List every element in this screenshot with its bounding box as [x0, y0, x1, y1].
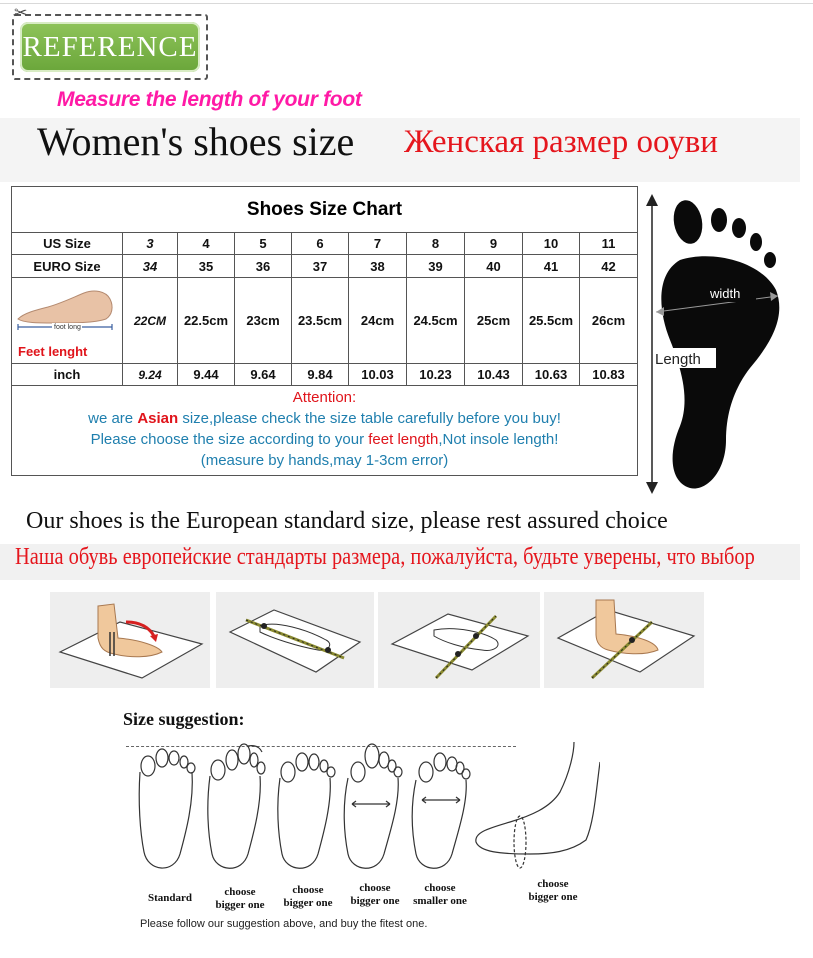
scissors-icon: ✂: [14, 5, 28, 22]
suggestion-footer: Please follow our suggestion above, and buy the fitest one.: [140, 918, 428, 930]
page-title-en: Women's shoes size: [37, 119, 355, 164]
table-cell: 34: [122, 255, 177, 277]
suggestion-label-3: choose bigger one: [283, 884, 333, 909]
suggestion-label-4: choose bigger one: [350, 882, 400, 907]
measure-step-2: [216, 592, 374, 688]
table-cell: 42: [579, 255, 637, 277]
table-cell: 40: [464, 255, 522, 277]
feet-length-label: Feet lenght: [18, 344, 88, 359]
suggestion-label-6: choose bigger one: [528, 878, 578, 903]
table-cell: 7: [348, 233, 406, 254]
table-cell: 10.03: [348, 364, 406, 385]
toe-outline-icons: [130, 742, 600, 882]
table-cell: 9.84: [291, 364, 348, 385]
table-cell: 10.43: [464, 364, 522, 385]
attention-title: Attention:: [292, 389, 357, 406]
suggestion-label-5: choose smaller one: [413, 882, 467, 907]
row-header-us: US Size: [43, 236, 91, 251]
european-standard-text-ru: Наша обувь европейские стандарты размера, пожалуйста, будьте уверены, что выбор: [15, 544, 755, 570]
table-cell: 41: [522, 255, 579, 277]
table-cell: 10: [522, 233, 579, 254]
measure-step-1: [50, 592, 210, 688]
table-cell: 9.24: [122, 364, 177, 385]
row-header-feet-length: [12, 278, 122, 363]
table-cell: 37: [291, 255, 348, 277]
table-cell: 6: [291, 233, 348, 254]
table-cell: 5: [234, 233, 291, 254]
reference-badge-frame: [12, 14, 208, 80]
table-cell: 10.23: [406, 364, 464, 385]
suggestion-label-1: Standard: [147, 892, 193, 904]
foot-long-caption: foot long: [54, 324, 81, 331]
table-cell: 24cm: [348, 278, 406, 363]
width-label: width: [710, 286, 741, 301]
table-cell: 38: [348, 255, 406, 277]
measure-step-3: [378, 592, 540, 688]
european-standard-text: Our shoes is the European standard size, please rest assured choice: [26, 508, 668, 534]
table-cell: 9.44: [177, 364, 234, 385]
table-cell: 3: [122, 233, 177, 254]
table-cell: 36: [234, 255, 291, 277]
table-cell: 25cm: [464, 278, 522, 363]
table-row-inch: [12, 364, 637, 386]
attention-line-1: we are Asian size,please check the size table carefully before you buy!: [88, 410, 561, 427]
length-label: Length: [655, 351, 701, 368]
suggestion-label-2: choose bigger one: [215, 886, 265, 911]
table-cell: 39: [406, 255, 464, 277]
table-cell: 11: [579, 233, 637, 254]
table-row-cm: [12, 278, 637, 364]
measure-step-4: [544, 592, 704, 688]
table-cell: 10.83: [579, 364, 637, 385]
row-header-euro: EURO Size: [33, 258, 101, 274]
size-suggestion-title: Size suggestion:: [123, 709, 245, 729]
table-cell: 35: [177, 255, 234, 277]
table-cell: 22.5cm: [177, 278, 234, 363]
attention-notice: [12, 387, 637, 475]
table-cell: 23cm: [234, 278, 291, 363]
table-cell: 24.5cm: [406, 278, 464, 363]
table-row-us: [12, 233, 637, 255]
top-divider: [0, 3, 813, 4]
table-cell: 10.63: [522, 364, 579, 385]
table-cell: 9.64: [234, 364, 291, 385]
size-chart-table: [11, 186, 638, 476]
reference-badge: REFERENCE: [20, 22, 200, 72]
measure-title: Measure the length of your foot: [57, 88, 362, 111]
chart-title: Shoes Size Chart: [12, 187, 637, 233]
attention-line-3: (measure by hands,may 1-3cm error): [200, 452, 449, 469]
footprint-diagram: [640, 190, 812, 495]
table-cell: 8: [406, 233, 464, 254]
attention-line-2: Please choose the size according to your feet length,Not insole length!: [90, 431, 559, 448]
table-cell: 22CM: [122, 278, 177, 363]
table-row-euro: [12, 255, 637, 278]
row-header-inch: inch: [53, 367, 81, 382]
page-title-ru: Женская размер ооуви: [404, 124, 718, 160]
table-cell: 25.5cm: [522, 278, 579, 363]
table-cell: 4: [177, 233, 234, 254]
table-cell: 23.5cm: [291, 278, 348, 363]
table-cell: 26cm: [579, 278, 637, 363]
table-cell: 9: [464, 233, 522, 254]
